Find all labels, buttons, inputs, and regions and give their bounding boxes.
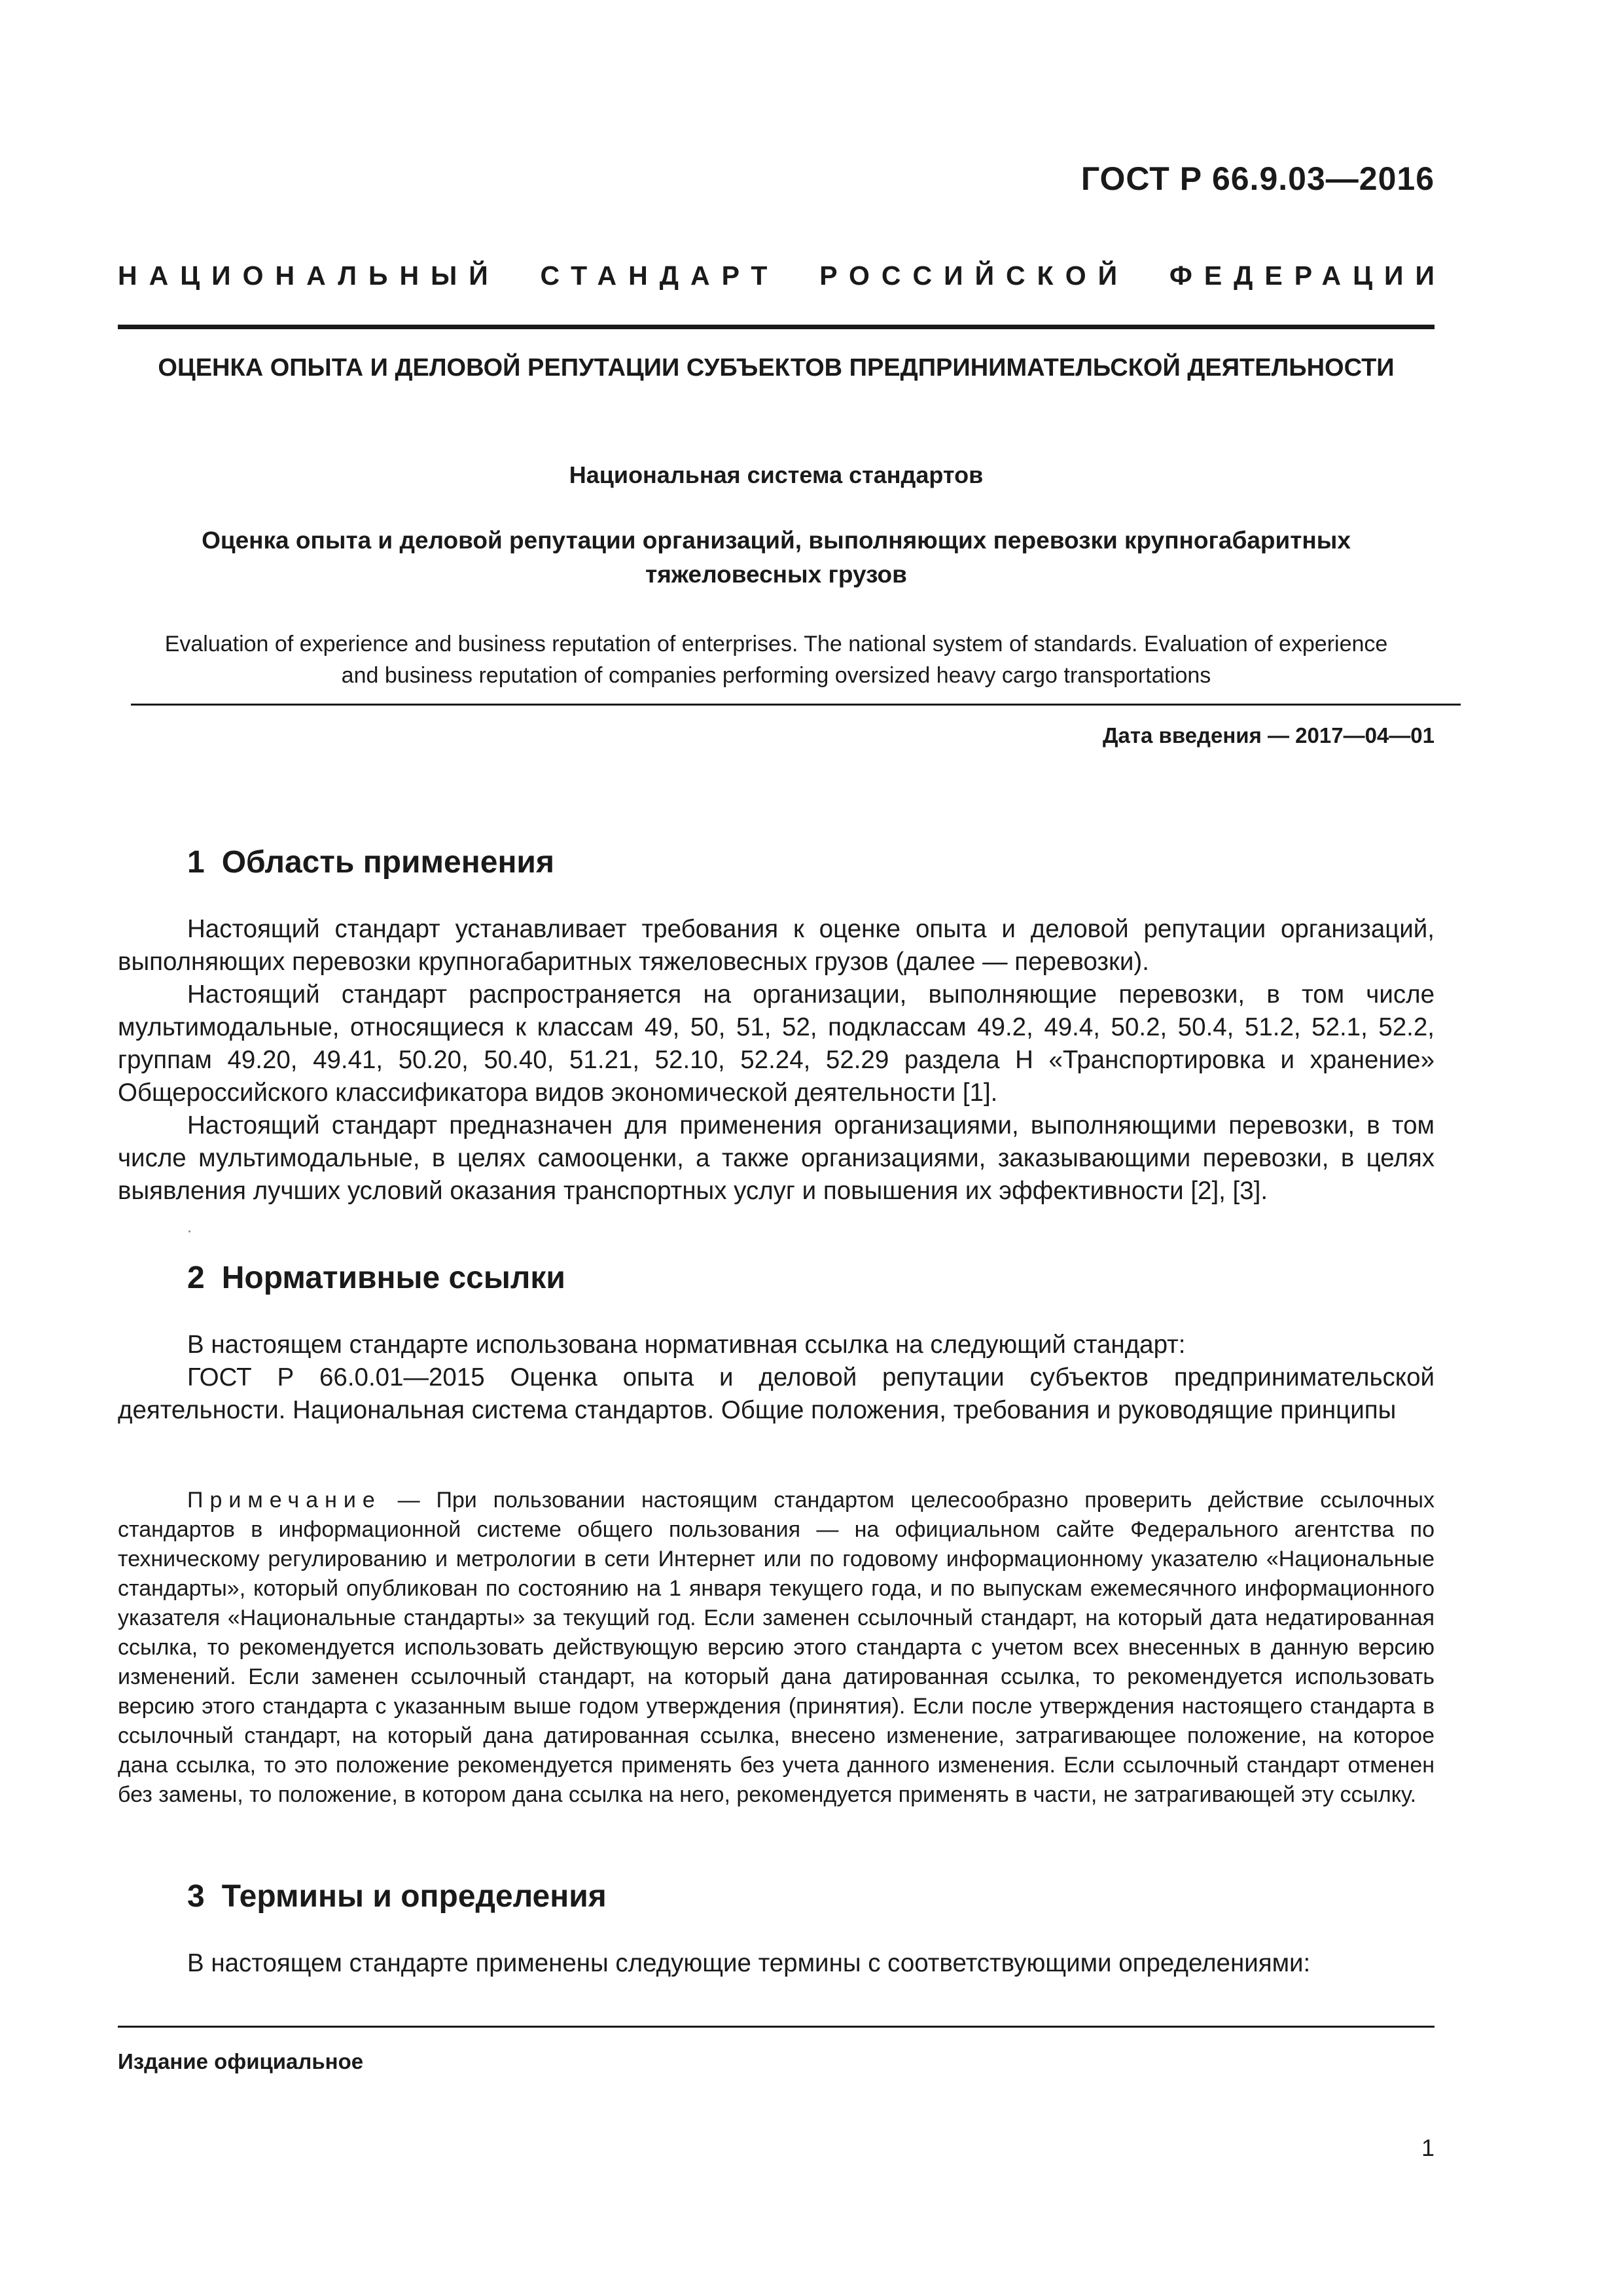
normative-reference: ГОСТ Р 66.0.01—2015 Оценка опыта и деловой репутации субъектов предпринимательской деятельности. Национальная система стандартов. Общие положения, требования и руководящие принципы: [118, 1363, 1435, 1424]
footer-divider: [118, 2026, 1435, 2028]
section-number: 3: [187, 1879, 205, 1914]
header-word: СТАНДАРТ: [540, 260, 779, 291]
document-subtitle: Национальная система стандартов: [569, 461, 984, 488]
section-1-heading: [187, 844, 554, 880]
section-3-heading: [187, 1878, 607, 1914]
document-title: ОЦЕНКА ОПЫТА И ДЕЛОВОЙ РЕПУТАЦИИ СУБЪЕКТОВ ПРЕДПРИНИМАТЕЛЬСКОЙ ДЕЯТЕЛЬНОСТИ: [158, 354, 1395, 382]
section-1-paragraph: Настоящий стандарт устанавливает требования к оценке опыта и деловой репутации организаций, выполняющих перевозки крупногабаритных тяжеловесных грузов (далее — перевозки).: [118, 915, 1435, 976]
introduction-date: Дата введения — 2017—04—01: [1103, 723, 1435, 747]
section-1-paragraph: Настоящий стандарт распространяется на организации, выполняющие перевозки, в том числе мультимодальные, относящиеся к классам 49, 50, 51, 52, подклассам 49.2, 49.4, 50.2, 50.4, 51.2, 52.1, 52.2, группам 49.20, 49.41, 50.20, 50.40, 51.21, 52.10, 52.24, 52.29 раздела Н «Транспортировка и хранение» Общероссийского классификатора видов экономической деятельности [1].: [118, 980, 1435, 1107]
note-text: — При пользовании настоящим стандартом целесообразно проверить действие ссылочных стандартов в информационной системе общего пользования — на официальном сайте Федерального агентства по техническому регулированию и метрологии в сети Интернет или по годовому информационному указателю «Национальные стандарты», который опубликован по состоянию на 1 января текущего года, и по выпускам ежемесячного информационного указателя «Национальные стандарты» за текущий год. Если заменен ссылочный стандарт, на который дата недатированная ссылка, то рекомендуется использовать действующую версию этого стандарта с учетом всех внесенных в данную версию изменений. Если заменен ссылочный стандарт, на который дана датированная ссылка, то рекомендуется использовать версию этого стандарта с указанным выше годом утверждения (принятия). Если после утверждения настоящего стандарта в ссылочный стандарт, на который дана датированная ссылка, внесено изменение, затрагивающее положение, на которое дана ссылка, то это положение рекомендуется применять без учета данного изменения. Если ссылочный стандарт отменен без замены, то положение, в котором дана ссылка на него, рекомендуется применять в части, не затрагивающей эту ссылку.: [118, 1488, 1435, 1807]
document-subtitle-detail: Оценка опыта и деловой репутации организаций, выполняющих перевозки крупногабаритных тяжеловесных грузов: [202, 527, 1351, 588]
header-word: ФЕДЕРАЦИИ: [1169, 260, 1446, 291]
section-1-paragraph: Настоящий стандарт предназначен для применения организациями, выполняющими перевозки, в том числе мультимодальные, в целях самооценки, а также организациями, заказывающими перевозки, в целях выявления лучших условий оказания транспортных услуг и повышения их эффективности [2], [3].: [118, 1111, 1435, 1205]
english-title: Evaluation of experience and business reputation of enterprises. The national system of standards. Evaluation of experience and business reputation of companies performing oversized heavy cargo transportations: [164, 632, 1388, 688]
note-paragraph: [118, 1486, 1435, 1810]
scan-speck: [188, 1230, 190, 1232]
section-title: Термины и определения: [221, 1879, 607, 1914]
document-id: ГОСТ Р 66.9.03—2016: [1080, 160, 1435, 197]
title-divider: [131, 704, 1461, 706]
section-number: 2: [187, 1261, 205, 1295]
national-standard-header: [118, 260, 1446, 291]
official-edition-label: Издание официальное: [118, 2049, 364, 2073]
header-word: РОССИЙСКОЙ: [819, 260, 1130, 291]
section-title: Нормативные ссылки: [221, 1261, 565, 1295]
header-word: НАЦИОНАЛЬНЫЙ: [118, 260, 500, 291]
section-2-paragraph: В настоящем стандарте использована нормативная ссылка на следующий стандарт:: [187, 1331, 1186, 1359]
note-label: Примечание: [187, 1488, 382, 1513]
section-title: Область применения: [221, 845, 554, 880]
header-divider: [118, 325, 1435, 329]
page-number: 1: [1421, 2134, 1435, 2161]
section-3-paragraph: В настоящем стандарте применены следующие термины с соответствующими определениями:: [187, 1949, 1311, 1977]
section-number: 1: [187, 845, 205, 880]
section-2-heading: [187, 1260, 565, 1296]
